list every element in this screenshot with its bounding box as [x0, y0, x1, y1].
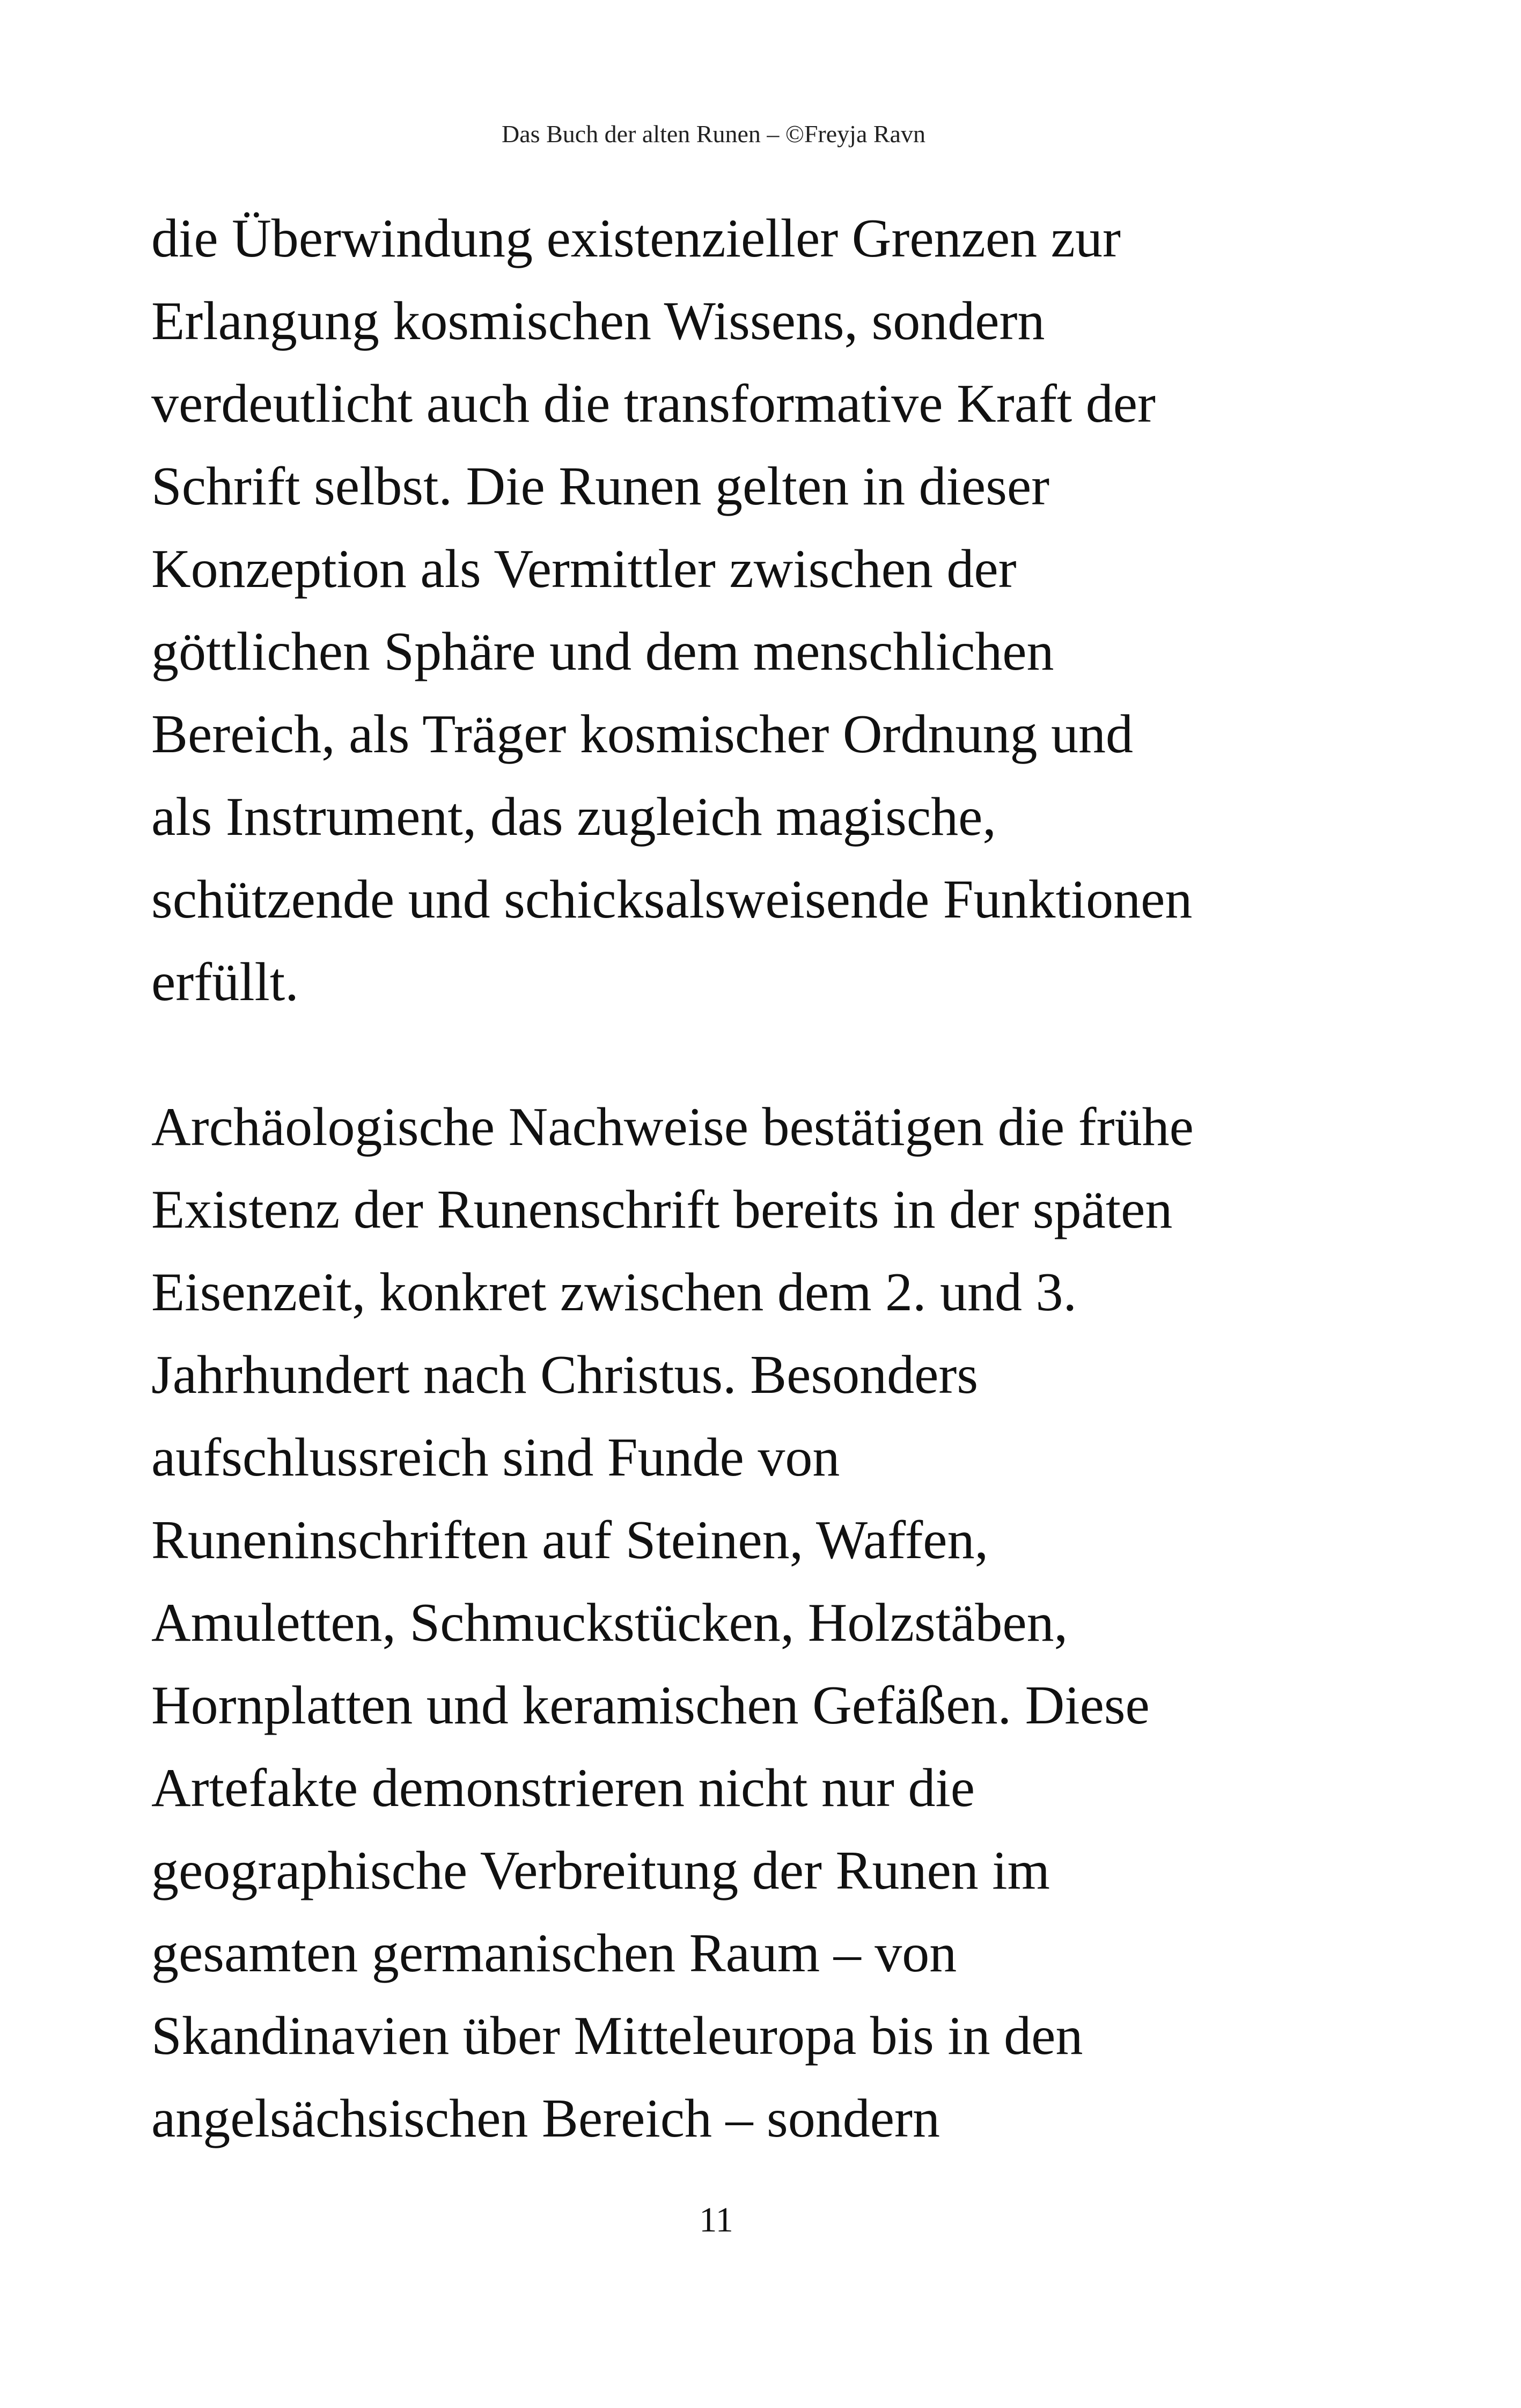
text-line: angelsächsischen Bereich – sondern: [151, 2088, 940, 2149]
text-line: Amuletten, Schmuckstücken, Holzstäben,: [151, 1592, 1068, 1653]
text-line: verdeutlicht auch die transformative Kraft der: [151, 373, 1156, 434]
text-line: Jahrhundert nach Christus. Besonders: [151, 1345, 979, 1405]
text-line: als Instrument, das zugleich magische,: [151, 787, 996, 847]
text-line: schützende und schicksalsweisende Funktionen: [151, 869, 1193, 930]
text-line: Hornplatten und keramischen Gefäßen. Diese: [151, 1675, 1150, 1736]
text-line: Bereich, als Träger kosmischer Ordnung und: [151, 704, 1134, 765]
page-number: 11: [699, 2200, 733, 2240]
text-line: Artefakte demonstrieren nicht nur die: [151, 1758, 975, 1818]
paragraph-2: [151, 1086, 1385, 2160]
paragraph-1: [151, 197, 1385, 1024]
text-line: erfüllt.: [151, 952, 299, 1012]
text-line: Archäologische Nachweise bestätigen die frühe: [151, 1097, 1194, 1157]
text-line: Existenz der Runenschrift bereits in der späten: [151, 1179, 1173, 1240]
text-line: gesamten germanischen Raum – von: [151, 1923, 957, 1984]
text-line: Schrift selbst. Die Runen gelten in dieser: [151, 456, 1050, 517]
text-line: göttlichen Sphäre und dem menschlichen: [151, 621, 1054, 682]
text-line: Skandinavien über Mitteleuropa bis in den: [151, 2006, 1083, 2066]
text-line: die Überwindung existenzieller Grenzen zur: [151, 208, 1121, 269]
text-line: Runeninschriften auf Steinen, Waffen,: [151, 1510, 989, 1570]
text-line: Konzeption als Vermittler zwischen der: [151, 539, 1017, 599]
body-text: [151, 197, 1385, 2160]
text-line: geographische Verbreitung der Runen im: [151, 1840, 1050, 1901]
running-header: Das Buch der alten Runen – ©Freyja Ravn: [502, 120, 925, 148]
text-line: aufschlussreich sind Funde von: [151, 1427, 840, 1488]
text-line: Eisenzeit, konkret zwischen dem 2. und 3.: [151, 1262, 1077, 1323]
text-line: Erlangung kosmischen Wissens, sondern: [151, 291, 1045, 351]
